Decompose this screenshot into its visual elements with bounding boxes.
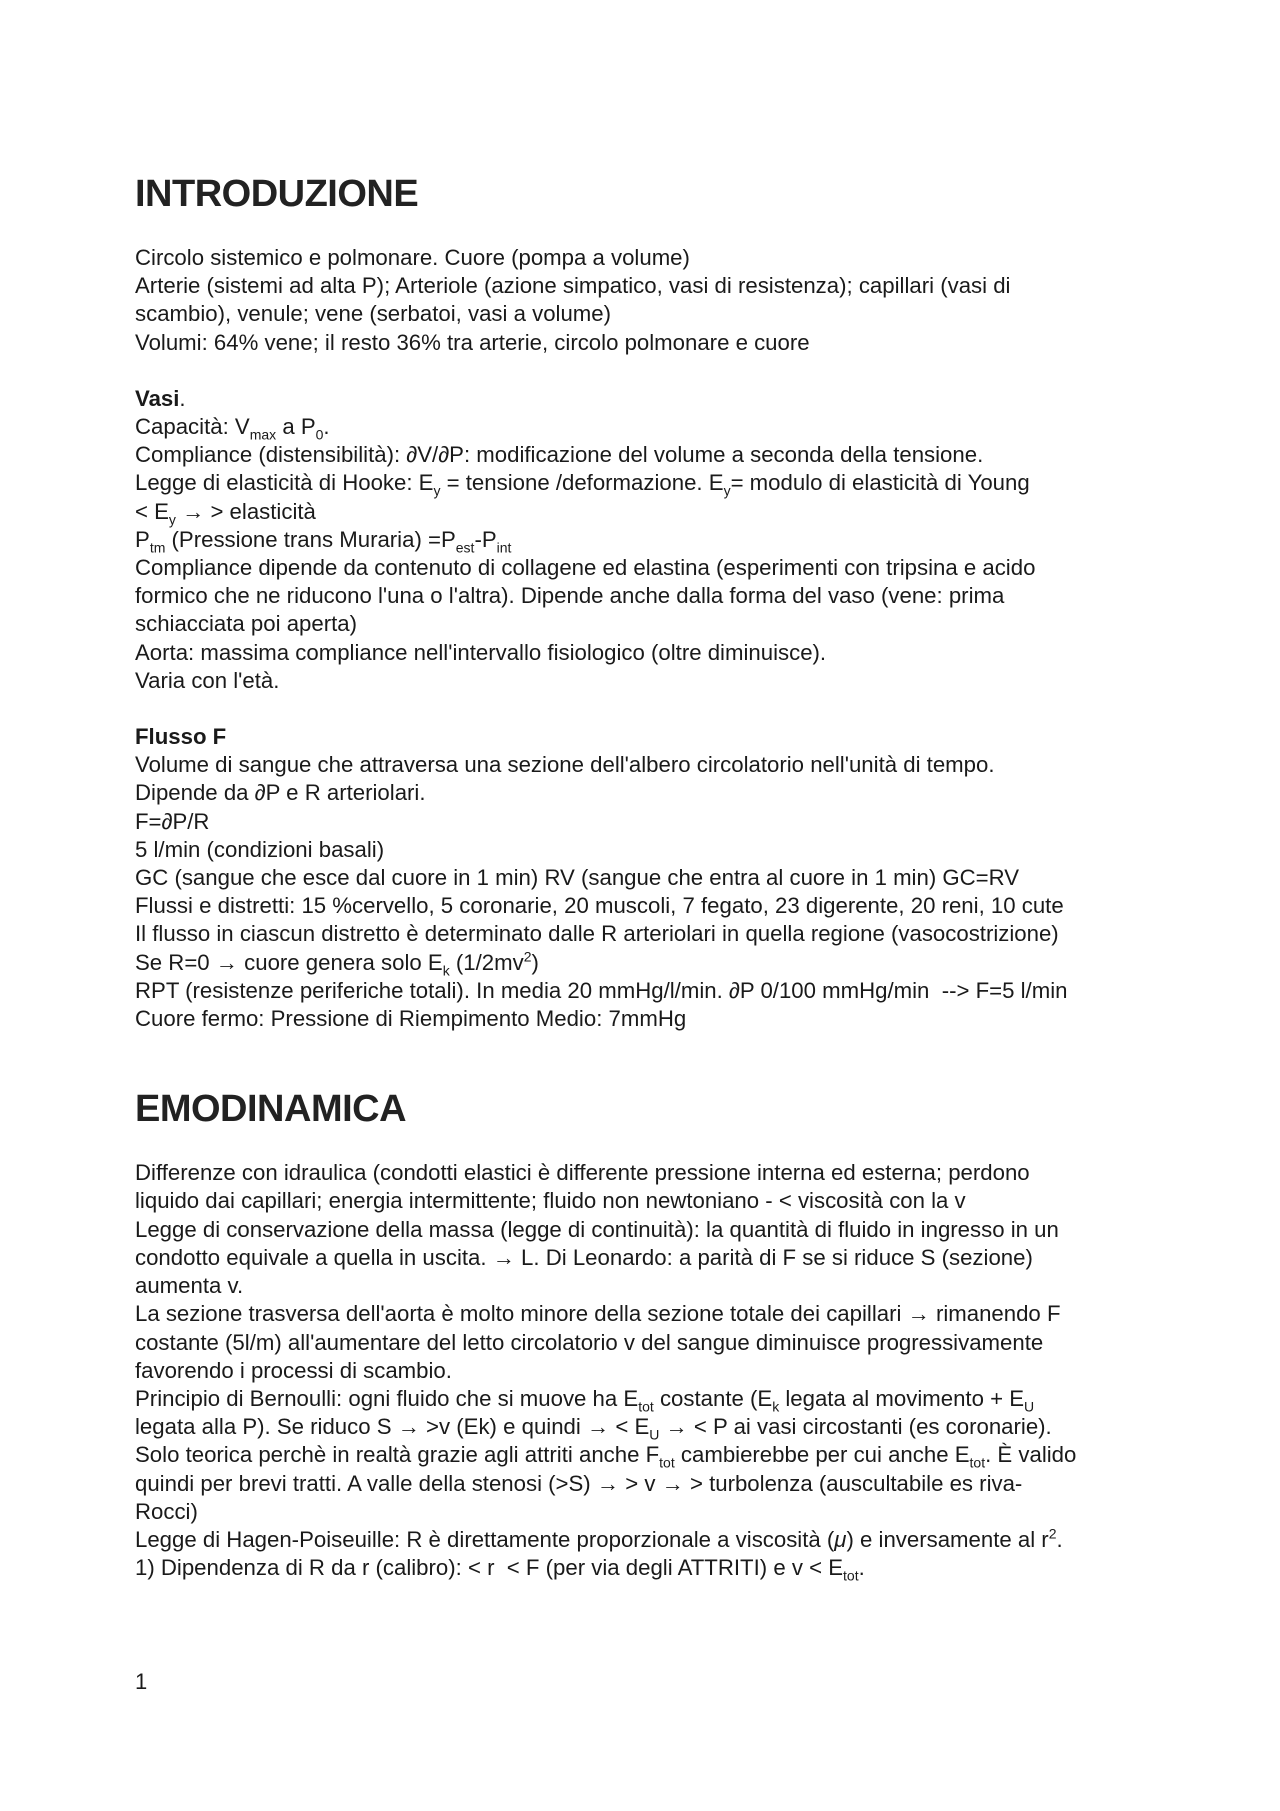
text-span: (1/2mv: [449, 949, 524, 975]
text-line: Varia con l'età.: [135, 667, 280, 693]
subscript: k: [772, 1398, 780, 1415]
text-line: liquido dai capillari; energia intermittente; fluido non newtoniano - < viscosità con la v: [135, 1188, 966, 1214]
subscript: tot: [843, 1567, 859, 1584]
text-line: Arterie (sistemi ad alta P); Arteriole (azione simpatico, vasi di resistenza); capillari (vasi di: [135, 273, 1011, 299]
text-span: a P: [276, 414, 316, 440]
text-span: .: [1056, 1526, 1063, 1552]
text-span: legata alla P). Se riduco S → >v (Ek) e quindi → < E: [135, 1414, 650, 1440]
text-line: formico che ne riducono l'una o l'altra). Dipende anche dalla forma del vaso (vene: prima: [135, 583, 1005, 609]
text-line: favorendo i processi di scambio.: [135, 1357, 452, 1383]
emodinamica-block: [135, 1159, 1155, 1582]
intro-paragraph: [135, 244, 1155, 357]
text-span: costante (E: [653, 1385, 773, 1411]
subscript: U: [1024, 1398, 1035, 1415]
text-span: → < P ai vasi circostanti (es coronarie).: [659, 1414, 1052, 1440]
subscript: tot: [638, 1398, 654, 1415]
text-span: Capacità: V: [135, 414, 250, 440]
text-line: Cuore fermo: Pressione di Riempimento Medio: 7mmHg: [135, 1006, 687, 1032]
subscript: tm: [149, 539, 166, 556]
text-span: (Pressione trans Muraria) =P: [165, 526, 456, 552]
subscript: y: [168, 511, 176, 528]
hagen-poiseuille-line: [135, 1526, 1155, 1554]
superscript: 2: [1048, 1525, 1057, 1542]
text-line: Volume di sangue che attraversa una sezione dell'albero circolatorio nell'unità di tempo.: [135, 752, 995, 778]
vasi-heading-line: [135, 385, 1155, 413]
text-line: Compliance dipende da contenuto di collagene ed elastina (esperimenti con tripsina e acido: [135, 555, 1036, 581]
text-line: Rocci): [135, 1498, 198, 1524]
text-line: condotto equivale a quella in uscita. → L. Di Leonardo: a parità di F se si riduce S (sezione): [135, 1244, 1033, 1270]
text-line: Il flusso in ciascun distretto è determinato dalle R arteriolari in quella regione (vasocostrizione): [135, 921, 1059, 947]
page-number: 1: [135, 1669, 148, 1694]
section-title-emodinamica: EMODINAMICA: [135, 1088, 407, 1131]
text-span: Se R=0 → cuore genera solo E: [135, 949, 443, 975]
subscript: k: [442, 962, 450, 979]
text-span: ) e inversamente al r: [846, 1526, 1049, 1552]
vasi-heading: Vasi: [135, 385, 180, 411]
text-span: ): [531, 949, 539, 975]
se-r-line: [135, 949, 1155, 977]
elasticita-line: [135, 498, 1155, 526]
flusso-block: [135, 723, 1155, 1033]
text-span: < E: [135, 498, 169, 524]
capacita-line: [135, 413, 1155, 441]
mu-symbol: μ: [834, 1526, 847, 1552]
text-line: Flussi e distretti: 15 %cervello, 5 coronarie, 20 muscoli, 7 fegato, 23 digerente, 20 reni, 10 cute: [135, 893, 1064, 919]
text-line: La sezione trasversa dell'aorta è molto minore della sezione totale dei capillari → rimanendo F: [135, 1301, 1061, 1327]
subscript: y: [723, 482, 731, 499]
subscript: max: [249, 426, 277, 443]
text-span: legata al movimento + E: [779, 1385, 1024, 1411]
subscript: y: [433, 482, 441, 499]
compliance-line: Compliance (distensibilità): ∂V/∂P: modificazione del volume a seconda della tensione.: [135, 442, 984, 468]
hooke-line: [135, 469, 1155, 497]
text-line: Volumi: 64% vene; il resto 36% tra arterie, circolo polmonare e cuore: [135, 329, 810, 355]
text-line: Aorta: massima compliance nell'intervallo fisiologico (oltre diminuisce).: [135, 639, 827, 665]
text-span: = tensione /deformazione. E: [440, 470, 724, 496]
text-line: schiacciata poi aperta): [135, 611, 357, 637]
document-page: [135, 170, 1155, 1610]
subscript: 0: [315, 426, 324, 443]
text-line: aumenta v.: [135, 1273, 244, 1299]
text-line: quindi per brevi tratti. A valle della stenosi (>S) → > v → > turbolenza (auscultabile es riva-: [135, 1470, 1023, 1496]
text-span: Principio di Bernoulli: ogni fluido che si muove ha E: [135, 1385, 639, 1411]
text-line: RPT (resistenze periferiche totali). In media 20 mmHg/l/min. ∂P 0/100 mmHg/min --> F=5 l/min: [135, 977, 1068, 1003]
superscript: 2: [523, 948, 532, 965]
text-span: -P: [474, 526, 497, 552]
heading-suffix: .: [179, 385, 186, 411]
ptm-line: [135, 526, 1155, 554]
subscript: est: [455, 539, 475, 556]
vasi-block: [135, 385, 1155, 695]
text-span: → > elasticità: [175, 498, 316, 524]
text-line: Differenze con idraulica (condotti elastici è differente pressione interna ed esterna; perdono: [135, 1160, 1030, 1186]
dipendenza-line: [135, 1554, 1155, 1582]
text-line: scambio), venule; vene (serbatoi, vasi a volume): [135, 301, 612, 327]
section-title-introduzione: INTRODUZIONE: [135, 173, 419, 215]
text-span: . È valido: [985, 1442, 1077, 1468]
text-line: F=∂P/R: [135, 808, 210, 834]
text-span: Legge di elasticità di Hooke: E: [135, 470, 434, 496]
text-line: costante (5l/m) all'aumentare del letto circolatorio v del sangue diminuisce progressivamente: [135, 1329, 1044, 1355]
text-line: 5 l/min (condizioni basali): [135, 836, 385, 862]
text-line: Circolo sistemico e polmonare. Cuore (pompa a volume): [135, 245, 690, 270]
bernoulli-line-2: [135, 1413, 1155, 1441]
text-span: .: [858, 1555, 865, 1581]
bernoulli-line-3: [135, 1441, 1155, 1469]
text-line: Dipende da ∂P e R arteriolari.: [135, 780, 426, 806]
text-span: Legge di Hagen-Poiseuille: R è direttamente proporzionale a viscosità (: [135, 1526, 835, 1552]
text-span: = modulo di elasticità di Young: [730, 470, 1030, 496]
text-line: GC (sangue che esce dal cuore in 1 min) RV (sangue che entra al cuore in 1 min) GC=RV: [135, 865, 1020, 891]
subscript: U: [649, 1426, 660, 1443]
text-line: Legge di conservazione della massa (legge di continuità): la quantità di fluido in ingresso in un: [135, 1216, 1059, 1242]
bernoulli-line-1: [135, 1385, 1155, 1413]
flusso-heading: Flusso F: [135, 724, 227, 750]
text-span: .: [323, 414, 330, 440]
text-span: Solo teorica perchè in realtà grazie agli attriti anche F: [135, 1442, 660, 1468]
text-span: cambierebbe per cui anche E: [674, 1442, 970, 1468]
text-span: P: [135, 526, 150, 552]
subscript: tot: [969, 1454, 986, 1471]
subscript: int: [496, 539, 512, 556]
subscript: tot: [659, 1454, 675, 1471]
text-span: 1) Dipendenza di R da r (calibro): < r < F (per via degli ATTRITI) e v < E: [135, 1555, 844, 1581]
